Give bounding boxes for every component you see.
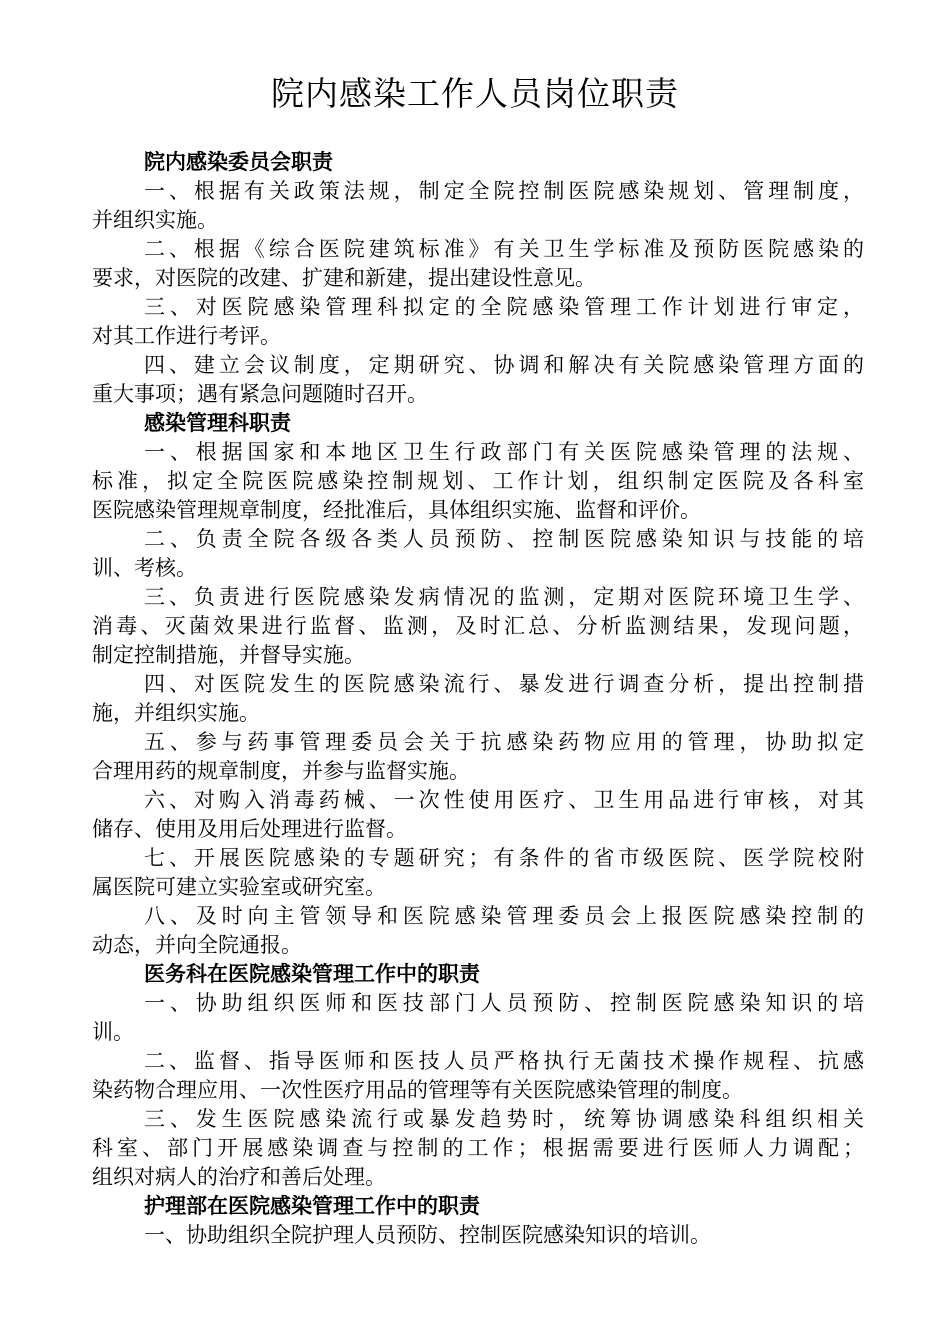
paragraph-line: 一、协助组织医师和医技部门人员预防、控制医院感染知识的培 (144, 991, 864, 1015)
paragraph-line: 三、发生医院感染流行或暴发趋势时，统筹协调感染科组织相关 (144, 1107, 864, 1131)
paragraph-line: 二、监督、指导医师和医技人员严格执行无菌技术操作规程、抗感 (144, 1049, 864, 1073)
paragraph (92, 293, 864, 351)
paragraph-line: 六、对购入消毒药械、一次性使用医疗、卫生用品进行审核，对其 (144, 788, 864, 812)
section-heading: 感染管理科职责 (144, 411, 291, 435)
paragraph-line: 动态，并向全院通报。 (92, 933, 302, 957)
paragraph-line: 八、及时向主管领导和医院感染管理委员会上报医院感染控制的 (144, 904, 864, 928)
paragraph-line: 重大事项；遇有紧急问题随时召开。 (92, 382, 428, 406)
paragraph-line: 一、协助组织全院护理人员预防、控制医院感染知识的培训。 (144, 1223, 711, 1247)
paragraph-line: 对其工作进行考评。 (92, 324, 281, 348)
paragraph-line: 并组织实施。 (92, 208, 218, 232)
paragraph (92, 1105, 864, 1192)
paragraph (92, 786, 864, 844)
paragraph (92, 1221, 864, 1250)
paragraph-line: 科室、部门开展感染调查与控制的工作；根据需要进行医师人力调配； (92, 1136, 864, 1160)
paragraph (92, 438, 864, 525)
paragraph (92, 728, 864, 786)
paragraph-line: 制定控制措施，并督导实施。 (92, 643, 365, 667)
paragraph-line: 一、根据有关政策法规，制定全院控制医院感染规划、管理制度， (144, 179, 864, 203)
paragraph-line: 属医院可建立实验室或研究室。 (92, 875, 386, 899)
paragraph-line: 四、对医院发生的医院感染流行、暴发进行调查分析，提出控制措 (144, 672, 864, 696)
paragraph-line: 三、负责进行医院感染发病情况的监测，定期对医院环境卫生学、 (144, 585, 864, 609)
paragraph-line: 四、建立会议制度，定期研究、协调和解决有关院感染管理方面的 (144, 353, 864, 377)
paragraph-line: 染药物合理应用、一次性医疗用品的管理等有关医院感染管理的制度。 (92, 1078, 743, 1102)
paragraph-line: 一、根据国家和本地区卫生行政部门有关医院感染管理的法规、 (144, 440, 864, 464)
document-title: 院内感染工作人员岗位职责 (271, 74, 679, 113)
paragraph-line: 二、根据《综合医院建筑标准》有关卫生学标准及预防医院感染的 (144, 237, 864, 261)
document-body (92, 148, 864, 1250)
paragraph (92, 583, 864, 670)
paragraph-line: 三、对医院感染管理科拟定的全院感染管理工作计划进行审定， (144, 295, 864, 319)
paragraph (92, 902, 864, 960)
paragraph (92, 1047, 864, 1105)
paragraph-line: 储存、使用及用后处理进行监督。 (92, 817, 407, 841)
paragraph-line: 训。 (92, 1020, 134, 1044)
paragraph (92, 844, 864, 902)
paragraph-line: 医院感染管理规章制度，经批准后，具体组织实施、监督和评价。 (92, 498, 701, 522)
paragraph-line: 施，并组织实施。 (92, 701, 260, 725)
paragraph (92, 177, 864, 235)
paragraph (92, 670, 864, 728)
section-heading: 护理部在医院感染管理工作中的职责 (144, 1194, 480, 1218)
section-heading: 医务科在医院感染管理工作中的职责 (144, 962, 480, 986)
paragraph-line: 要求，对医院的改建、扩建和新建，提出建设性意见。 (92, 266, 596, 290)
paragraph-line: 七、开展医院感染的专题研究；有条件的省市级医院、医学院校附 (144, 846, 864, 870)
paragraph (92, 235, 864, 293)
paragraph-line: 二、负责全院各级各类人员预防、控制医院感染知识与技能的培 (144, 527, 864, 551)
paragraph (92, 525, 864, 583)
paragraph-line: 消毒、灭菌效果进行监督、监测，及时汇总、分析监测结果，发现问题， (92, 614, 864, 638)
paragraph-line: 五、参与药事管理委员会关于抗感染药物应用的管理，协助拟定 (144, 730, 864, 754)
paragraph-line: 训、考核。 (92, 556, 197, 580)
paragraph (92, 351, 864, 409)
paragraph (92, 989, 864, 1047)
paragraph-line: 组织对病人的治疗和善后处理。 (92, 1165, 386, 1189)
paragraph-line: 合理用药的规章制度，并参与监督实施。 (92, 759, 470, 783)
paragraph-line: 标准，拟定全院医院感染控制规划、工作计划，组织制定医院及各科室 (92, 469, 864, 493)
section-heading: 院内感染委员会职责 (144, 150, 333, 174)
